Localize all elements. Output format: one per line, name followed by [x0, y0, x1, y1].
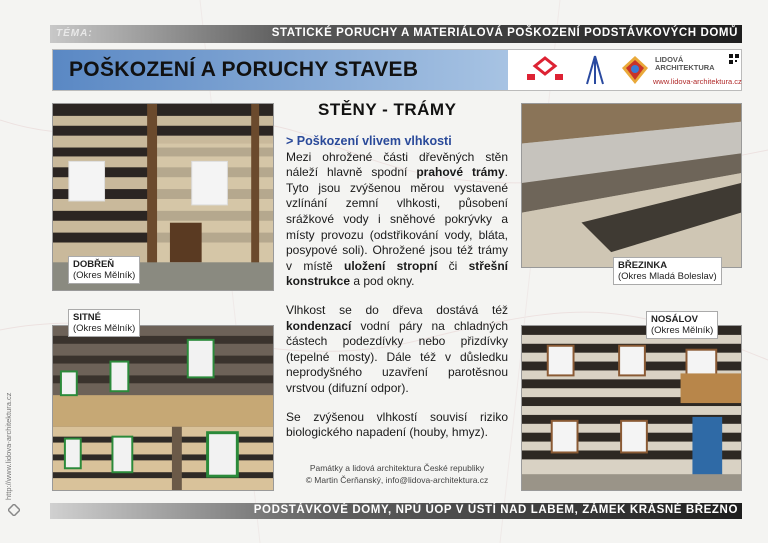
lidova-architektura-logo-icon — [620, 54, 650, 86]
small-logo-icon — [8, 504, 20, 516]
heritage-logo-icon — [523, 56, 567, 84]
side-url: http://www.lidova-architektura.cz — [4, 392, 13, 500]
section-heading: STĚNY - TRÁMY — [318, 100, 457, 119]
footer-text: PODSTÁVKOVÉ DOMY, NPÚ ÚOP V ÚSTÍ NAD LABEM, ZÁMEK KRÁSNÉ BŘEZNO — [253, 504, 738, 516]
org-url: www.lidova-architektura.cz — [653, 77, 742, 86]
title-banner — [53, 50, 508, 90]
log-house-image — [53, 326, 273, 490]
paragraph-2: Vlhkost se do dřeva dostává též kondenzací vodní páry na chladných částech podezdívky nebo přizdívky (tepelné mosty). Dále též v důsledku neprodyšného uzavření parotěsnou vrstvou (difuzní odpor). — [286, 302, 508, 395]
qr-code-icon — [729, 54, 739, 64]
caption-dobren: DOBŘEŇ (Okres Mělník) — [68, 256, 140, 284]
caption-brezinka: BŘEZINKA (Okres Mladá Boleslav) — [613, 257, 722, 285]
rotten-beam-image — [522, 104, 741, 267]
theme-title: STATICKÉ PORUCHY A MATERIÁLOVÁ POŠKOZENÍ PODSTÁVKOVÝCH DOMŮ — [271, 27, 738, 39]
paragraph-3: Se zvýšenou vlhkostí souvisí riziko biologického napadení (houby, hmyz). — [286, 409, 508, 440]
article-text — [286, 134, 508, 454]
theme-bar — [50, 25, 742, 43]
log-house-image — [522, 326, 741, 490]
footer-bar — [50, 503, 742, 519]
org-name: LIDOVÁ ARCHITEKTURA — [655, 55, 715, 72]
paragraph-1: Mezi ohrožené části dřevěných stěn náleží hlavně spodní prahové trámy. Tyto jsou zvýšenou měrou vystavené vzlínání zemní vlhkosti, působení srážkové vody i sněhové pokrývky a místy provozu (odstřikování vody, bláta, posypové soli). Ohrožené jsou též trámy v místě uložení stropní či střešní konstrukce a pod okny. — [286, 149, 508, 289]
header — [52, 49, 742, 91]
page-title: POŠKOZENÍ A PORUCHY STAVEB — [69, 58, 419, 81]
caption-nosalov: NOSÁLOV (Okres Mělník) — [646, 311, 718, 339]
credits: Památky a lidová architektura České republiky © Martin Čerňanský, info@lidova-architektura.cz — [305, 463, 489, 485]
photo-brezinka — [521, 103, 742, 268]
caption-sitne: SITNÉ (Okres Mělník) — [68, 309, 140, 337]
theme-label: TÉMA: — [56, 28, 93, 39]
npu-logo-icon — [583, 54, 607, 86]
subheading: > Poškození vlivem vlhkosti — [286, 134, 452, 148]
photo-sitne — [52, 325, 274, 491]
photo-nosalov — [521, 325, 742, 491]
